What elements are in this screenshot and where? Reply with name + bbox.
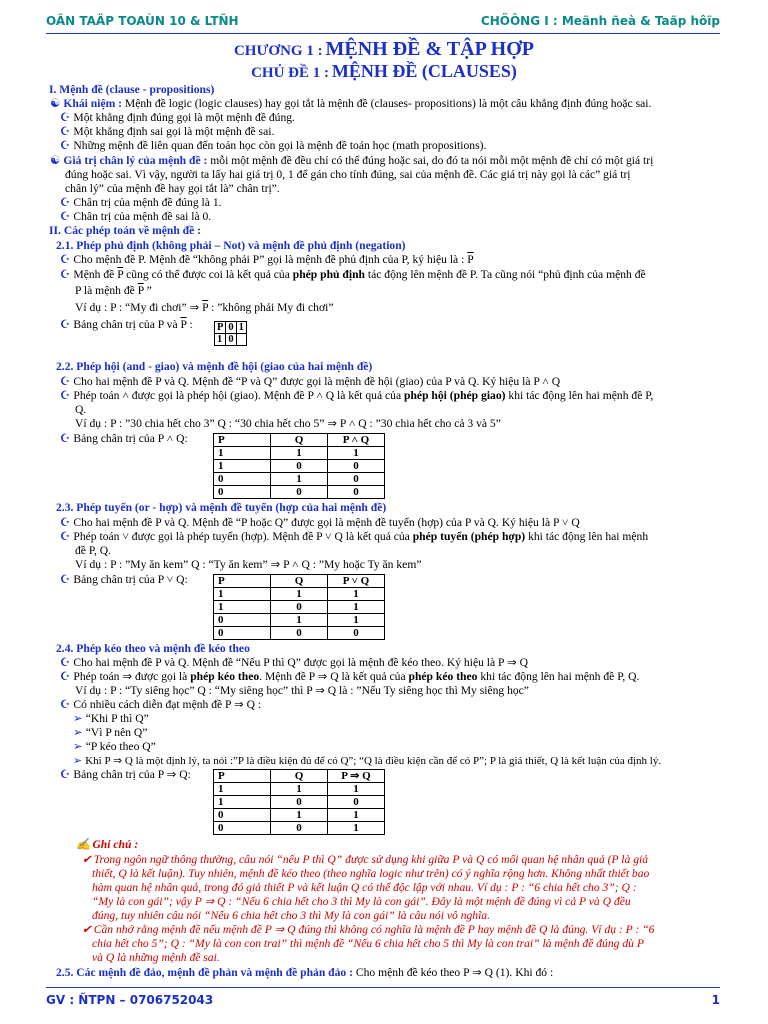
list-item: ☪ Mệnh đề $\overline{P}$ cũng có thể được coi là kết quả của phép phủ định tác động lên mệnh đề P. Ta cũng nói “phủ định của mệnh đề <box>60 268 646 281</box>
note-line: và Q là những mệnh đề sai. <box>92 951 220 964</box>
note-line: chia hết cho 5”; Q : “My là con con trai” thì mệnh đề “Nếu 6 chia hết cho 5 thì My là con trai” là mệnh đề đúng dù P <box>92 937 644 950</box>
subsection-heading: 2.5. Các mệnh đề đảo, mệnh đề phản và mệnh đề phản đảo : Cho mệnh đề kéo theo P ⇒ Q (1). Khi đó : <box>56 966 554 979</box>
list-item: ☪ Cho hai mệnh đề P và Q. Mệnh đề “P và Q” được gọi là mệnh đề hội (giao) của P và Q. Ký hiệu là P ˄ Q <box>60 375 561 388</box>
section-heading: II. Các phép toán về mệnh đề : <box>49 224 202 237</box>
list-item: ☪ Bảng chân trị của P ⇒ Q: <box>60 768 191 781</box>
list-item: ☪ Phép toán ˄ được gọi là phép hội (giao). Mệnh đề P ˄ Q là kết quả của phép hội (phép giao) khi tác động lên hai mệnh đề P, <box>60 389 654 402</box>
paragraph: ☯ Khái niệm : Mệnh đề logic (logic clauses) hay gọi tắt là mệnh đề (clauses- propositions) là một câu khẳng định đúng hoặc sai. <box>50 97 652 110</box>
negation-truth-table: P 0 1 1 0 <box>214 321 247 346</box>
paragraph: ☯ Giá trị chân lý của mệnh đề : mỗi một mệnh đề đều chỉ có thể đúng hoặc sai, do đó ta nói mỗi một mệnh đề chỉ có một giá trị <box>50 154 654 167</box>
list-item: ☪ Cho mệnh đề P. Mệnh đề “không phải P” gọi là mệnh đề phủ định của P, ký hiệu là : $\overline{P}$ <box>60 253 474 266</box>
list-item: ☪ Những mệnh đề liên quan đến toán học còn gọi là mệnh đề toán học (math propositions). <box>60 139 487 152</box>
note-line: thiết, Q là kết luận). Tuy nhiên, mệnh đề kéo theo (theo nghĩa logic như trên) có ý nghĩa rộng hơn. Không nhất thiết bao <box>92 867 650 880</box>
header-left: OÂN TAÄP TOAÙN 10 & LTÑH <box>46 14 239 28</box>
note-line: hàm quan hệ nhân quả, trong đó giả thiết P và kết luận Q có thể độc lập với nhau. Ví dụ : P : “6 chia hết cho 3”; Q : <box>92 881 637 894</box>
list-item: ☪ Một khẳng định sai gọi là một mệnh đề sai. <box>60 125 275 138</box>
list-item: ☪ Bảng chân trị của P ˅ Q: <box>60 573 188 586</box>
sub-list-item: ➢ “Khi P thì Q” <box>73 712 149 725</box>
list-item: ☪ Cho hai mệnh đề P và Q. Mệnh đề “Nếu P thì Q” được gọi là mệnh đề kéo theo. Ký hiệu là P ⇒ Q <box>60 656 528 669</box>
list-item: ☪ Phép toán ˅ được gọi là phép tuyển (hợp). Mệnh đề P ˅ Q là kết quả của phép tuyển (phép hợp) khi tác động lên hai mệnh <box>60 530 649 543</box>
sub-list-item: ➢ “P kéo theo Q” <box>73 740 156 753</box>
paragraph-cont: đề P, Q. <box>75 544 112 557</box>
note-line: đúng, tuy nhiên câu nói “Nếu 6 chia hết cho 3 thì My là con gái” là câu nói vô nghĩa. <box>92 909 490 922</box>
note-line: ✔ Cần nhớ rằng mệnh đề nếu mệnh đề P ⇒ Q đúng thì không có nghĩa là mệnh đề P hay mệnh đề Q là đúng. Ví dụ : P : “6 <box>82 923 655 936</box>
list-item: ☪ Cho hai mệnh đề P và Q. Mệnh đề “P hoặc Q” được gọi là mệnh đề tuyển (hợp) của P và Q. Ký hiệu là P ˅ Q <box>60 516 580 529</box>
header-right: CHÖÔNG I : Meänh ñeà & Taäp hôïp <box>480 14 720 28</box>
subsection-heading: 2.4. Phép kéo theo và mệnh đề kéo theo <box>56 642 250 655</box>
topic-title: CHỦ ĐỀ 1 : MỆNH ĐỀ (CLAUSES) <box>251 61 517 81</box>
list-item: ☪ Bảng chân trị của P và $\overline{P}$ : <box>60 318 193 331</box>
footer-rule <box>46 987 720 988</box>
paragraph-cont: đúng hoặc sai. Vì vậy, người ta lấy hai giá trị 0, 1 để gán cho tính đúng, sai của mệnh đề. Các giá trị này gọi là các” giá trị <box>65 168 631 181</box>
list-item: ☪ Chân trị của mệnh đề đúng là 1. <box>60 196 222 209</box>
section-heading: I. Mệnh đề (clause - propositions) <box>49 83 215 96</box>
list-item: ☪ Phép toán ⇒ được gọi là phép kéo theo. Mệnh đề P ⇒ Q là kết quả của phép kéo theo khi tác động lên hai mệnh đề P, Q. <box>60 670 640 683</box>
chapter-title: CHƯƠNG 1 : MỆNH ĐỀ & TẬP HỢP <box>233 38 535 60</box>
note-line: “My là con gái”; vậy P ⇒ Q : “Nếu 6 chia hết cho 3 thì My là con gái”. Đây là một mệnh đề đúng vì cả P và Q đều <box>92 895 631 908</box>
example: Ví dụ : P : “Ty siêng học” Q : “My siêng học” thì P ⇒ Q là : ”Nếu Ty siêng học thì My siêng học” <box>75 684 529 697</box>
list-item: ☪ Bảng chân trị của P ˄ Q: <box>60 432 188 445</box>
page-header <box>46 14 720 32</box>
sub-list-item: ➢ “Vì P nên Q” <box>73 726 148 739</box>
subsection-heading: 2.1. Phép phủ định (không phải – Not) và mệnh đề phủ định (negation) <box>56 239 406 252</box>
paragraph-cont: chân lý” của mệnh đề hay gọi tắt là” chân trị”. <box>65 182 280 195</box>
and-truth-table: P Q P ˄ Q 1 1 1 1 0 0 0 1 0 0 0 0 <box>213 433 385 499</box>
sub-list-item: ➢ Khi P ⇒ Q là một định lý, ta nói :”P là điều kiện đủ để có Q”; “Q là điều kiện cần để có P”; P là giả thiết, Q là kết luận của định lý. <box>73 755 662 767</box>
or-truth-table: P Q P ˅ Q 1 1 1 1 0 1 0 1 1 0 0 0 <box>213 574 385 640</box>
page-number: 1 <box>711 993 720 1007</box>
paragraph-cont: Q. <box>75 403 87 416</box>
implication-truth-table: P Q P ⇒ Q 1 1 1 1 0 0 0 1 1 0 0 1 <box>213 769 385 835</box>
footer-author: GV : ÑTPN – 0706752043 <box>46 993 214 1007</box>
example: Ví dụ : P : ”My ăn kem” Q : “Ty ăn kem” ⇒ P ˄ Q : ”My hoặc Ty ăn kem” <box>75 558 422 571</box>
page-footer <box>46 993 720 1007</box>
example: Ví dụ : P : ”30 chia hết cho 3” Q : “30 chia hết cho 5” ⇒ P ˄ Q : ”30 chia hết cho cả 3 và 5” <box>75 417 501 430</box>
subsection-heading: 2.2. Phép hội (and - giao) và mệnh đề hội (giao của hai mệnh đề) <box>56 360 373 373</box>
list-item: ☪ Chân trị của mệnh đề sai là 0. <box>60 210 212 223</box>
list-item: ☪ Một khẳng định đúng gọi là một mệnh đề đúng. <box>60 111 295 124</box>
example: Ví dụ : P : “My đi chơi” ⇒ $\overline{P}$ : ”không phải My đi chơi” <box>75 301 334 314</box>
header-rule <box>46 33 720 34</box>
list-item: ☪ Có nhiều cách diễn đạt mệnh đề P ⇒ Q : <box>60 698 262 711</box>
note-label: ✍ Ghi chú : <box>76 838 139 851</box>
subsection-heading: 2.3. Phép tuyển (or - hợp) và mệnh đề tuyển (hợp của hai mệnh đề) <box>56 501 387 514</box>
note-line: ✔ Trong ngôn ngữ thông thường, câu nói “nếu P thì Q” được sử dụng khi giữa P và Q có mối quan hệ nhân quả (P là giả <box>82 853 649 866</box>
paragraph-cont: P là mệnh đề $\overline{P}$ ” <box>75 284 152 297</box>
